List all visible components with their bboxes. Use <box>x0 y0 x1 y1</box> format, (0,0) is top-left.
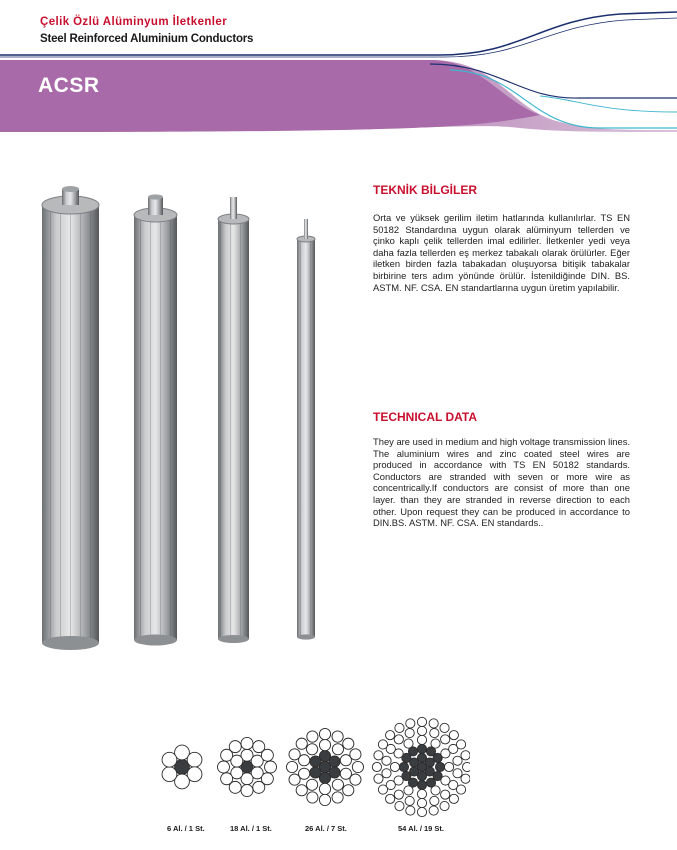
aluminium-wire <box>405 796 414 805</box>
aluminium-wire <box>453 756 462 765</box>
steel-wire <box>435 762 444 771</box>
aluminium-wire <box>444 762 453 771</box>
aluminium-wire <box>395 801 404 810</box>
aluminium-wire <box>307 792 318 803</box>
cable-product-image <box>20 175 340 665</box>
aluminium-wire <box>296 738 307 749</box>
aluminium-wire <box>461 774 470 783</box>
aluminium-wire <box>343 738 354 749</box>
section-body-english: They are used in medium and high voltage transmission lines. The aluminium wires and zinc coated steel wires are produced in accordance with TS EN 50182 standards. Conductors are stranded with seven or more wire as concentrically.If conductors are consist of more than one layer. than they are stranded in reverse direction to each other. Upon request they can be produced in accordance to DIN.BS. ASTM. NF. CSA. EN standards.. <box>373 436 630 529</box>
aluminium-wire <box>404 739 413 748</box>
aluminium-wire <box>440 723 449 732</box>
cross-section-label: 26 Al. / 7 St. <box>305 824 347 833</box>
aluminium-wire <box>449 794 458 803</box>
aluminium-wire <box>261 749 273 761</box>
aluminium-wire <box>378 740 387 749</box>
aluminium-wire <box>417 807 426 816</box>
cross-section-label: 6 Al. / 1 St. <box>167 824 205 833</box>
aluminium-wire <box>265 761 277 773</box>
aluminium-wire <box>441 790 450 799</box>
aluminium-wire <box>449 731 458 740</box>
aluminium-wire <box>187 752 202 767</box>
product-code: ACSR <box>38 74 100 97</box>
title-english: Steel Reinforced Aluminium Conductors <box>40 33 254 45</box>
aluminium-wire <box>289 749 300 760</box>
aluminium-wire <box>319 794 330 805</box>
section-title-turkish: TEKNİK BİLGİLER <box>373 183 477 197</box>
aluminium-wire <box>406 719 415 728</box>
aluminium-wire <box>374 774 383 783</box>
aluminium-wire <box>382 756 391 765</box>
steel-wire <box>310 756 321 767</box>
cross-section-0 <box>162 745 202 789</box>
aluminium-wire <box>430 796 439 805</box>
aluminium-wire <box>332 779 343 790</box>
aluminium-wire <box>319 783 330 794</box>
steel-wire <box>417 780 426 789</box>
aluminium-wire <box>221 773 233 785</box>
aluminium-wire <box>417 789 426 798</box>
aluminium-wire <box>386 731 395 740</box>
cable-54-19 <box>42 186 99 650</box>
aluminium-wire <box>405 729 414 738</box>
aluminium-wire <box>350 774 361 785</box>
aluminium-wire <box>395 723 404 732</box>
aluminium-wire <box>441 735 450 744</box>
aluminium-wire <box>296 785 307 796</box>
aluminium-wire <box>162 752 177 767</box>
aluminium-wire <box>456 740 465 749</box>
cable-26-7 <box>134 194 177 645</box>
aluminium-wire <box>404 786 413 795</box>
cross-section-diagrams <box>150 705 470 820</box>
aluminium-wire <box>462 762 470 771</box>
aluminium-wire <box>406 806 415 815</box>
steel-wire <box>417 744 426 753</box>
aluminium-wire <box>306 744 317 755</box>
aluminium-wire <box>431 786 440 795</box>
steel-wire <box>310 767 321 778</box>
aluminium-wire <box>319 728 330 739</box>
aluminium-wire <box>162 767 177 782</box>
aluminium-wire <box>417 798 426 807</box>
aluminium-wire <box>417 726 426 735</box>
aluminium-wire <box>378 785 387 794</box>
aluminium-wire <box>430 729 439 738</box>
aluminium-wire <box>352 761 363 772</box>
aluminium-wire <box>382 769 391 778</box>
cable-18-1 <box>218 197 249 643</box>
cable-6-1 <box>297 219 315 640</box>
aluminium-wire <box>217 761 229 773</box>
cross-section-2 <box>286 728 363 805</box>
aluminium-wire <box>461 751 470 760</box>
aluminium-wire <box>374 751 383 760</box>
title-turkish: Çelik Özlü Alüminyum İletkenler <box>40 16 228 28</box>
aluminium-wire <box>307 731 318 742</box>
aluminium-wire <box>390 762 399 771</box>
aluminium-wire <box>319 739 330 750</box>
aluminium-wire <box>453 769 462 778</box>
aluminium-wire <box>429 806 438 815</box>
steel-wire <box>399 762 408 771</box>
aluminium-wire <box>343 785 354 796</box>
aluminium-wire <box>241 737 253 749</box>
aluminium-wire <box>350 749 361 760</box>
aluminium-wire <box>394 790 403 799</box>
aluminium-wire <box>332 792 343 803</box>
cross-section-1 <box>217 737 276 796</box>
aluminium-wire <box>429 719 438 728</box>
aluminium-wire <box>417 717 426 726</box>
aluminium-wire <box>229 741 241 753</box>
steel-wire <box>329 756 340 767</box>
aluminium-wire <box>456 785 465 794</box>
aluminium-wire <box>289 774 300 785</box>
aluminium-wire <box>306 779 317 790</box>
aluminium-wire <box>417 735 426 744</box>
section-title-english: TECHNICAL DATA <box>373 410 477 424</box>
cross-section-label: 54 Al. / 19 St. <box>398 824 444 833</box>
aluminium-wire <box>332 744 343 755</box>
aluminium-wire <box>286 761 297 772</box>
aluminium-wire <box>372 762 381 771</box>
cross-section-3 <box>372 717 470 816</box>
cross-section-label: 18 Al. / 1 St. <box>230 824 272 833</box>
aluminium-wire <box>440 801 449 810</box>
aluminium-wire <box>253 781 265 793</box>
aluminium-wire <box>332 731 343 742</box>
aluminium-wire <box>431 739 440 748</box>
aluminium-wire <box>394 735 403 744</box>
aluminium-wire <box>241 785 253 797</box>
aluminium-wire <box>386 794 395 803</box>
section-body-turkish: Orta ve yüksek gerilim iletim hatlarında kullanılırlar. TS EN 50182 Standardına uygun olarak alüminyum tellerden ve çinko kaplı çelik tellerden imal edilirler. İletkenler yedi veya daha fazla tellerden eş merkez tabakalı olarak örülürler. Eğer iletken birden fazla tabakadan oluşuyorsa bitişik tabakalar birbirine ters adım yönünde örülür. İstenildiğinde DIN. BS. ASTM. NF. CSA. EN standartlarına uygun üretim yapılabilir. <box>373 212 630 293</box>
